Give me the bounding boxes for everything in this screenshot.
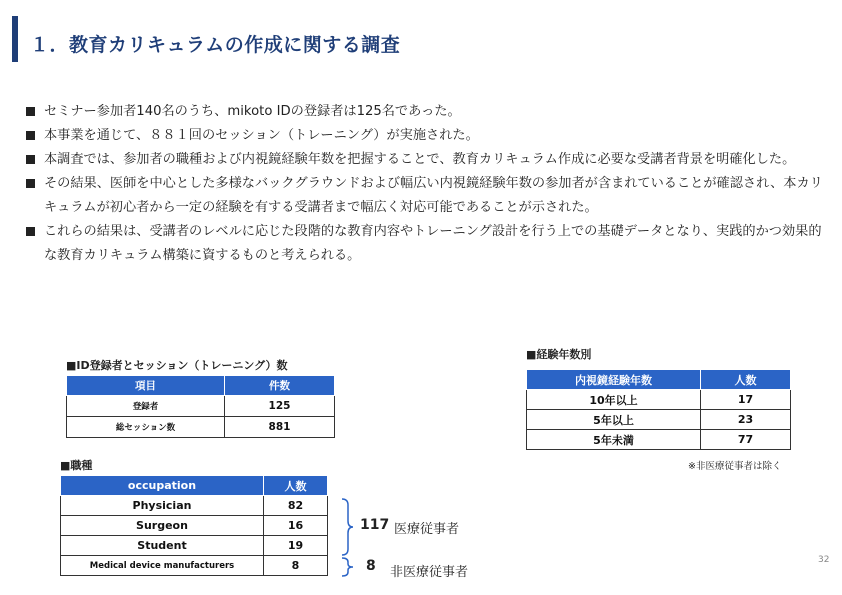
bullet-list <box>24 100 824 268</box>
medical-count: 117 <box>360 517 390 533</box>
medical-label: 医療従事者 <box>394 522 460 537</box>
non-medical-group-brace-icon <box>340 556 354 578</box>
table-row: 総セッション数 881 <box>67 417 335 438</box>
experience-note: ※非医療従事者は除く <box>688 461 782 472</box>
id-table-header-item: 項目 <box>67 376 225 396</box>
experience-table-label: ■経験年数別 <box>526 348 592 361</box>
title-accent-bar <box>12 16 18 62</box>
id-session-table <box>66 375 335 438</box>
experience-table <box>526 369 791 450</box>
bullet-square-icon <box>26 107 35 116</box>
experience-table-header-count: 人数 <box>701 370 791 390</box>
table-row: 10年以上 17 <box>527 390 791 410</box>
bullet-item: 本事業を通じて、８８１回のセッション（トレーニング）が実施された。 <box>24 124 824 148</box>
experience-table-header-years: 内視鏡経験年数 <box>527 370 701 390</box>
table-row: 5年未満 77 <box>527 430 791 450</box>
bullet-square-icon <box>26 131 35 140</box>
table-row: Physician 82 <box>61 496 328 516</box>
bullet-item: セミナー参加者140名のうち、mikoto IDの登録者は125名であった。 <box>24 100 824 124</box>
bullet-square-icon <box>26 155 35 164</box>
table-row: 5年以上 23 <box>527 410 791 430</box>
non-medical-label: 非医療従事者 <box>390 565 469 580</box>
page-title: １．教育カリキュラムの作成に関する調査 <box>30 34 401 56</box>
id-table-label: ■ID登録者とセッション（トレーニング）数 <box>66 359 288 372</box>
non-medical-count: 8 <box>366 558 376 574</box>
table-row: Student 19 <box>61 536 328 556</box>
table-row: Medical device manufacturers 8 <box>61 556 328 576</box>
table-row: 登録者 125 <box>67 396 335 417</box>
bullet-square-icon <box>26 227 35 236</box>
occupation-table-label: ■職種 <box>60 459 93 472</box>
occupation-table-header-count: 人数 <box>264 476 328 496</box>
occupation-table <box>60 475 328 576</box>
bullet-item: これらの結果は、受講者のレベルに応じた段階的な教育内容やトレーニング設計を行う上での基礎データとなり、実践的かつ効果的な教育カリキュラム構築に資するものと考えられる。 <box>24 220 824 268</box>
id-table-header-count: 件数 <box>225 376 335 396</box>
medical-group-brace-icon <box>340 497 354 557</box>
page-number: 32 <box>818 555 830 565</box>
bullet-item: その結果、医師を中心とした多様なバックグラウンドおよび幅広い内視鏡経験年数の参加者が含まれていることが確認され、本カリキュラムが初心者から一定の経験を有する受講者まで幅広く対応可能であることが示された。 <box>24 172 824 220</box>
occupation-table-header-occupation: occupation <box>61 476 264 496</box>
table-row: Surgeon 16 <box>61 516 328 536</box>
bullet-square-icon <box>26 179 35 188</box>
bullet-item: 本調査では、参加者の職種および内視鏡経験年数を把握することで、教育カリキュラム作成に必要な受講者背景を明確化した。 <box>24 148 824 172</box>
